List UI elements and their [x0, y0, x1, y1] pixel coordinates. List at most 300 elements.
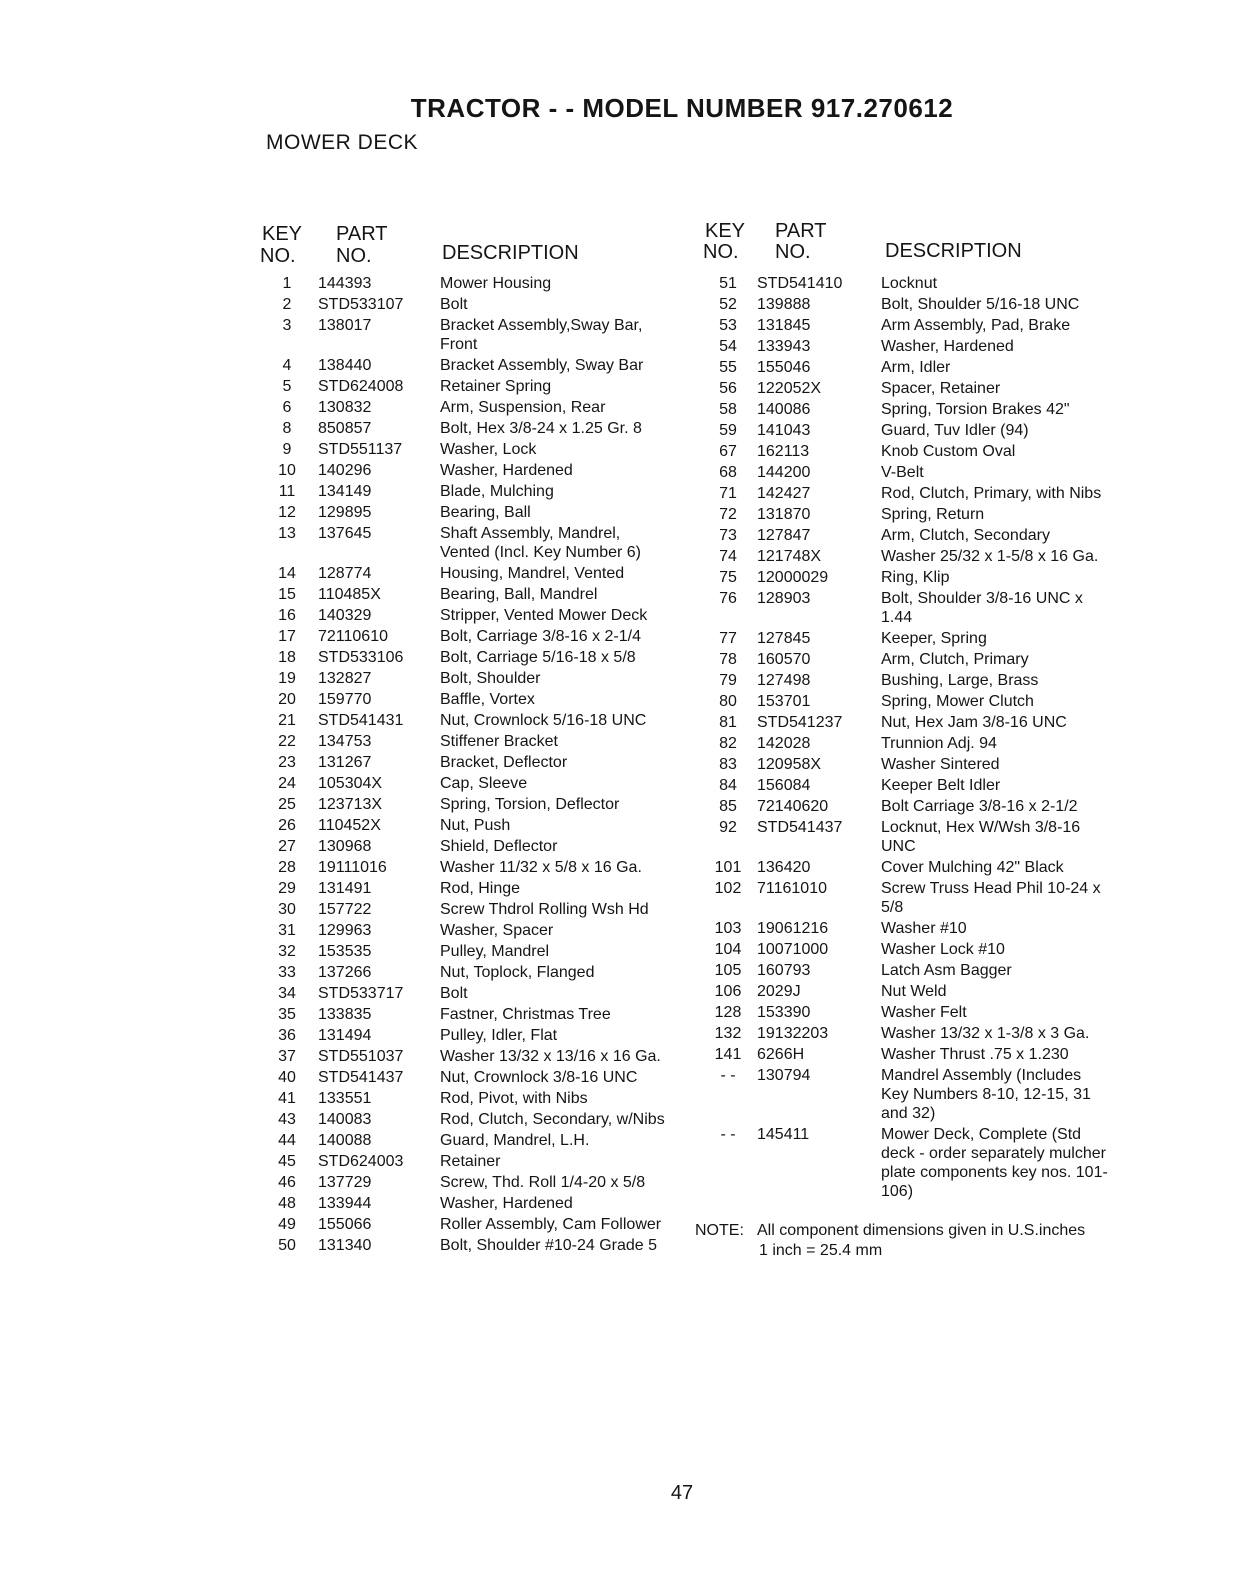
key-number: 11 — [278, 483, 296, 500]
key-number: 52 — [719, 296, 737, 313]
part-row — [262, 837, 692, 858]
part-description: Mower Housing — [440, 275, 552, 292]
part-number: 128774 — [318, 565, 372, 582]
part-description: Washer Lock #10 — [881, 941, 1005, 958]
part-number: 127847 — [757, 527, 811, 544]
part-number: 72110610 — [318, 628, 388, 645]
part-number: 19132203 — [757, 1025, 829, 1042]
part-number: 131845 — [757, 317, 811, 334]
key-number: 26 — [278, 817, 296, 834]
part-row — [705, 671, 1125, 692]
part-description: Spring, Torsion, Deflector — [440, 796, 620, 813]
part-number: STD541437 — [757, 819, 843, 836]
part-description: Bolt — [440, 985, 468, 1002]
part-description: Washer, Hardened — [440, 1195, 573, 1212]
part-number: 140296 — [318, 462, 372, 479]
part-row — [705, 755, 1125, 776]
part-row — [705, 568, 1125, 589]
part-row — [262, 858, 692, 879]
part-row — [705, 1045, 1125, 1066]
part-row — [262, 669, 692, 690]
key-number: 41 — [278, 1090, 296, 1107]
part-description: Shield, Deflector — [440, 838, 558, 855]
key-number: 29 — [278, 880, 296, 897]
part-row — [262, 356, 692, 377]
part-row — [262, 1005, 692, 1026]
part-description: Roller Assembly, Cam Follower — [440, 1216, 662, 1233]
part-number: 110485X — [318, 586, 381, 603]
part-number: 153535 — [318, 943, 372, 960]
parts-column-left — [262, 220, 692, 1257]
part-description: Washer Thrust .75 x 1.230 — [881, 1046, 1069, 1063]
part-row — [262, 921, 692, 942]
part-description: Retainer — [440, 1153, 501, 1170]
part-row — [705, 1003, 1125, 1024]
part-description: Guard, Mandrel, L.H. — [440, 1132, 590, 1149]
part-number: 6266H — [757, 1046, 805, 1063]
part-description: Trunnion Adj. 94 — [881, 735, 997, 752]
note-line-2: 1 inch = 25.4 mm — [759, 1242, 883, 1259]
key-number: - - — [720, 1126, 736, 1143]
part-description: Stripper, Vented Mower Deck — [440, 607, 648, 624]
part-number: 139888 — [757, 296, 811, 313]
part-number: 122052X — [757, 380, 822, 397]
part-number: 153701 — [757, 693, 811, 710]
part-description: Washer, Hardened — [881, 338, 1014, 355]
key-header-line1: KEY — [705, 220, 746, 242]
part-row — [705, 463, 1125, 484]
part-description: Blade, Mulching — [440, 483, 554, 500]
part-number: 156084 — [757, 777, 811, 794]
key-number: 20 — [278, 691, 296, 708]
part-description: Arm, Clutch, Primary — [881, 651, 1029, 668]
part-description: Washer 13/32 x 13/16 x 16 Ga. — [440, 1048, 661, 1065]
key-number: 128 — [714, 1004, 742, 1021]
part-description: Bracket, Deflector — [440, 754, 568, 771]
part-row — [262, 753, 692, 774]
key-number: 37 — [278, 1048, 296, 1065]
part-number: STD541437 — [318, 1069, 404, 1086]
part-number: STD551137 — [318, 441, 403, 458]
part-number: 72140620 — [757, 798, 829, 815]
part-row — [262, 816, 692, 837]
key-number: 9 — [282, 441, 292, 458]
part-number: 134753 — [318, 733, 372, 750]
part-number: 123713X — [318, 796, 383, 813]
part-description: Washer, Lock — [440, 441, 537, 458]
part-description: Fastner, Christmas Tree — [440, 1006, 611, 1023]
key-number: 27 — [278, 838, 296, 855]
part-number: 127498 — [757, 672, 811, 689]
part-row — [705, 379, 1125, 400]
part-row — [705, 358, 1125, 379]
part-description: Washer Sintered — [881, 756, 1000, 773]
part-description: Nut, Toplock, Flanged — [440, 964, 595, 981]
part-number: STD533717 — [318, 985, 404, 1002]
part-description: Nut, Crownlock 5/16-18 UNC — [440, 712, 647, 729]
part-number: 160793 — [757, 962, 811, 979]
note-line-1: All component dimensions given in U.S.inches — [757, 1222, 1086, 1239]
key-header-line2: NO. — [703, 241, 739, 263]
part-number: 162113 — [757, 443, 810, 460]
part-row — [262, 482, 692, 503]
part-number: 159770 — [318, 691, 372, 708]
part-description: Bracket Assembly,Sway Bar, Front — [440, 317, 643, 353]
part-row — [705, 316, 1125, 337]
parts-table-left — [262, 274, 692, 1257]
key-number: 55 — [719, 359, 737, 376]
key-number: 59 — [719, 422, 737, 439]
part-number: 130832 — [318, 399, 372, 416]
part-description: Washer 13/32 x 1-3/8 x 3 Ga. — [881, 1025, 1090, 1042]
part-number: 141043 — [757, 422, 811, 439]
part-number: 850857 — [318, 420, 372, 437]
part-row — [262, 963, 692, 984]
part-number: STD541431 — [318, 712, 404, 729]
part-number: STD533107 — [318, 296, 404, 313]
part-header-line1: PART — [336, 223, 388, 245]
key-number: 68 — [719, 464, 737, 481]
part-row — [262, 274, 692, 295]
key-number: 2 — [282, 296, 292, 313]
part-row — [262, 879, 692, 900]
key-number: 106 — [714, 983, 742, 1000]
part-description: Arm Assembly, Pad, Brake — [881, 317, 1071, 334]
part-number: 140086 — [757, 401, 811, 418]
description-header: DESCRIPTION — [442, 242, 579, 264]
part-row — [705, 1125, 1125, 1203]
part-row — [262, 1215, 692, 1236]
key-number: 58 — [719, 401, 737, 418]
key-number: 76 — [719, 590, 737, 607]
part-number: 130794 — [757, 1067, 811, 1084]
part-number: 140329 — [318, 607, 372, 624]
part-description: Spring, Mower Clutch — [881, 693, 1034, 710]
key-number: 17 — [278, 628, 296, 645]
part-number: 131340 — [318, 1237, 372, 1254]
key-number: 104 — [714, 941, 742, 958]
key-number: 12 — [278, 504, 296, 521]
key-number: 46 — [278, 1174, 296, 1191]
key-header-line1: KEY — [262, 223, 303, 245]
page-title: TRACTOR - - MODEL NUMBER 917.270612 — [410, 93, 954, 123]
key-number: 33 — [278, 964, 296, 981]
part-number: 142427 — [757, 485, 811, 502]
key-number: 105 — [714, 962, 742, 979]
part-row — [262, 461, 692, 482]
part-row — [262, 984, 692, 1005]
key-number: 22 — [278, 733, 296, 750]
part-description: Mower Deck, Complete (Std deck - order separately mulcher plate components key nos. 101- 106) — [881, 1126, 1108, 1200]
part-number: 131870 — [757, 506, 811, 523]
part-number: 129895 — [318, 504, 372, 521]
part-number: STD624008 — [318, 378, 404, 395]
part-row — [705, 589, 1125, 629]
key-number: 18 — [278, 649, 296, 666]
part-description: Bushing, Large, Brass — [881, 672, 1039, 689]
key-number: 8 — [282, 420, 292, 437]
part-row — [705, 961, 1125, 982]
part-description: Spring, Return — [881, 506, 985, 523]
part-number: 133943 — [757, 338, 811, 355]
part-row — [705, 629, 1125, 650]
key-number: 16 — [278, 607, 296, 624]
part-number: 105304X — [318, 775, 383, 792]
key-number: 78 — [719, 651, 737, 668]
key-number: 28 — [278, 859, 296, 876]
part-row — [262, 606, 692, 627]
key-number: 101 — [714, 859, 742, 876]
part-row — [262, 398, 692, 419]
part-row — [262, 503, 692, 524]
part-row — [262, 1026, 692, 1047]
part-number: 153390 — [757, 1004, 811, 1021]
part-description: Bolt, Hex 3/8-24 x 1.25 Gr. 8 — [440, 420, 642, 437]
part-row — [262, 795, 692, 816]
part-number: 19061216 — [757, 920, 829, 937]
part-description: Retainer Spring — [440, 378, 552, 395]
part-description: Spring, Torsion Brakes 42" — [881, 401, 1070, 418]
part-description: Bolt, Shoulder 3/8-16 UNC x 1.44 — [881, 590, 1083, 626]
part-description: Housing, Mandrel, Vented — [440, 565, 625, 582]
part-number: 110452X — [318, 817, 381, 834]
part-row — [262, 711, 692, 732]
key-number: 5 — [282, 378, 292, 395]
key-number: 44 — [278, 1132, 296, 1149]
part-row — [705, 818, 1125, 858]
key-number: 81 — [719, 714, 737, 731]
part-description: Latch Asm Bagger — [881, 962, 1012, 979]
part-number: 120958X — [757, 756, 822, 773]
part-number: 12000029 — [757, 569, 829, 586]
part-row — [262, 900, 692, 921]
part-number: 144200 — [757, 464, 811, 481]
key-number: 102 — [714, 880, 742, 897]
part-description: Washer 11/32 x 5/8 x 16 Ga. — [440, 859, 642, 876]
part-row — [705, 400, 1125, 421]
part-description: Pulley, Mandrel — [440, 943, 550, 960]
part-number: 131494 — [318, 1027, 372, 1044]
part-number: 133551 — [318, 1090, 372, 1107]
part-row — [705, 547, 1125, 568]
key-number: 85 — [719, 798, 737, 815]
key-number: 80 — [719, 693, 737, 710]
part-row — [262, 1131, 692, 1152]
part-row — [705, 526, 1125, 547]
key-number: 1 — [282, 275, 292, 292]
key-number: 21 — [278, 712, 296, 729]
part-number: 133944 — [318, 1195, 372, 1212]
part-row — [262, 1152, 692, 1173]
part-row — [262, 585, 692, 606]
parts-table-right — [705, 274, 1125, 1203]
key-number: 24 — [278, 775, 296, 792]
key-number: 56 — [719, 380, 737, 397]
key-number: 34 — [278, 985, 296, 1002]
part-row — [262, 440, 692, 461]
part-row — [705, 879, 1125, 919]
key-header-line2: NO. — [260, 245, 296, 267]
key-number: 74 — [719, 548, 737, 565]
key-number: 43 — [278, 1111, 296, 1128]
part-number: 121748X — [757, 548, 822, 565]
note-label: NOTE: — [695, 1222, 744, 1239]
key-number: 32 — [278, 943, 296, 960]
part-row — [262, 942, 692, 963]
part-row — [262, 1089, 692, 1110]
page-number: 47 — [670, 1482, 694, 1504]
key-number: 84 — [719, 777, 737, 794]
part-description: Keeper Belt Idler — [881, 777, 1001, 794]
part-row — [705, 421, 1125, 442]
part-row — [705, 442, 1125, 463]
part-row — [262, 648, 692, 669]
part-number: 129963 — [318, 922, 372, 939]
key-number: 54 — [719, 338, 737, 355]
part-number: 137645 — [318, 525, 372, 542]
part-number: 2029J — [757, 983, 801, 1000]
part-number: 155046 — [757, 359, 811, 376]
part-description: Washer #10 — [881, 920, 967, 937]
column-header — [705, 220, 1125, 274]
part-description: Ring, Klip — [881, 569, 950, 586]
part-description: Bolt, Carriage 5/16-18 x 5/8 — [440, 649, 636, 666]
part-row — [705, 982, 1125, 1003]
part-description: Bolt, Carriage 3/8-16 x 2-1/4 — [440, 628, 641, 645]
part-header-line2: NO. — [775, 241, 811, 263]
part-number: 145411 — [757, 1126, 810, 1143]
part-row — [705, 692, 1125, 713]
key-number: 141 — [714, 1046, 742, 1063]
part-number: 134149 — [318, 483, 372, 500]
part-number: 155066 — [318, 1216, 372, 1233]
key-number: 6 — [282, 399, 292, 416]
part-description: V-Belt — [881, 464, 924, 481]
part-description: Washer 25/32 x 1-5/8 x 16 Ga. — [881, 548, 1099, 565]
key-number: 79 — [719, 672, 737, 689]
part-row — [705, 505, 1125, 526]
part-number: 131267 — [318, 754, 372, 771]
part-number: 140083 — [318, 1111, 372, 1128]
part-description: Screw, Thd. Roll 1/4-20 x 5/8 — [440, 1174, 646, 1191]
part-description: Screw Thdrol Rolling Wsh Hd — [440, 901, 649, 918]
key-number: 83 — [719, 756, 737, 773]
part-row — [705, 484, 1125, 505]
key-number: 19 — [278, 670, 296, 687]
part-row — [705, 650, 1125, 671]
key-number: 13 — [278, 525, 296, 542]
key-number: 73 — [719, 527, 737, 544]
part-description: Bolt, Shoulder 5/16-18 UNC — [881, 296, 1080, 313]
part-description: Nut, Hex Jam 3/8-16 UNC — [881, 714, 1067, 731]
part-row — [705, 734, 1125, 755]
key-number: 48 — [278, 1195, 296, 1212]
part-description: Bolt, Shoulder — [440, 670, 541, 687]
part-row — [705, 776, 1125, 797]
key-number: 132 — [714, 1025, 742, 1042]
part-number: 19111016 — [318, 859, 387, 876]
part-number: 138017 — [318, 317, 372, 334]
key-number: 3 — [282, 317, 292, 334]
key-number: 92 — [719, 819, 737, 836]
part-row — [262, 316, 692, 356]
part-row — [262, 774, 692, 795]
part-description: Arm, Idler — [881, 359, 951, 376]
part-number: 130968 — [318, 838, 372, 855]
part-description: Keeper, Spring — [881, 630, 987, 647]
part-number: 140088 — [318, 1132, 372, 1149]
part-row — [705, 713, 1125, 734]
part-number: 128903 — [757, 590, 811, 607]
part-number: 131491 — [318, 880, 372, 897]
key-number: 25 — [278, 796, 296, 813]
part-number: 133835 — [318, 1006, 372, 1023]
part-header-line1: PART — [775, 220, 827, 242]
key-number: 67 — [719, 443, 737, 460]
key-number: 15 — [278, 586, 296, 603]
parts-column-right — [695, 220, 1125, 1259]
part-row — [262, 524, 692, 564]
part-number: 144393 — [318, 275, 372, 292]
part-description: Bolt — [440, 296, 468, 313]
part-description: Nut, Crownlock 3/8-16 UNC — [440, 1069, 638, 1086]
part-description: Spacer, Retainer — [881, 380, 1001, 397]
part-description: Knob Custom Oval — [881, 443, 1016, 460]
part-description: Screw Truss Head Phil 10-24 x 5/8 — [881, 880, 1101, 916]
part-row — [705, 797, 1125, 818]
part-description: Rod, Pivot, with Nibs — [440, 1090, 588, 1107]
part-row — [705, 274, 1125, 295]
part-number: 10071000 — [757, 941, 829, 958]
part-description: Rod, Hinge — [440, 880, 521, 897]
key-number: 45 — [278, 1153, 296, 1170]
part-description: Pulley, Idler, Flat — [440, 1027, 558, 1044]
part-number: STD624003 — [318, 1153, 404, 1170]
key-number: - - — [720, 1067, 736, 1084]
key-number: 53 — [719, 317, 737, 334]
part-row — [262, 1194, 692, 1215]
part-row — [262, 1047, 692, 1068]
part-description: Arm, Clutch, Secondary — [881, 527, 1050, 544]
key-number: 72 — [719, 506, 737, 523]
part-row — [705, 1066, 1125, 1125]
key-number: 40 — [278, 1069, 296, 1086]
part-row — [262, 1236, 692, 1257]
column-header — [262, 220, 692, 274]
part-row — [262, 732, 692, 753]
part-row — [705, 337, 1125, 358]
part-description: Washer, Hardened — [440, 462, 573, 479]
part-description: Bearing, Ball, Mandrel — [440, 586, 598, 603]
part-row — [262, 1173, 692, 1194]
key-number: 35 — [278, 1006, 296, 1023]
part-number: 71161010 — [757, 880, 827, 897]
part-header-line2: NO. — [336, 245, 372, 267]
key-number: 51 — [719, 275, 737, 292]
part-number: STD551037 — [318, 1048, 404, 1065]
part-row — [262, 564, 692, 585]
part-description: Arm, Suspension, Rear — [440, 399, 606, 416]
key-number: 10 — [278, 462, 296, 479]
part-description: Nut Weld — [881, 983, 947, 1000]
part-row — [262, 1068, 692, 1089]
part-number: 160570 — [757, 651, 811, 668]
part-number: 127845 — [757, 630, 811, 647]
part-description: Locknut, Hex W/Wsh 3/8-16 UNC — [881, 819, 1081, 855]
part-description: Guard, Tuv Idler (94) — [881, 422, 1029, 439]
part-description: Cap, Sleeve — [440, 775, 528, 792]
part-description: Washer, Spacer — [440, 922, 554, 939]
